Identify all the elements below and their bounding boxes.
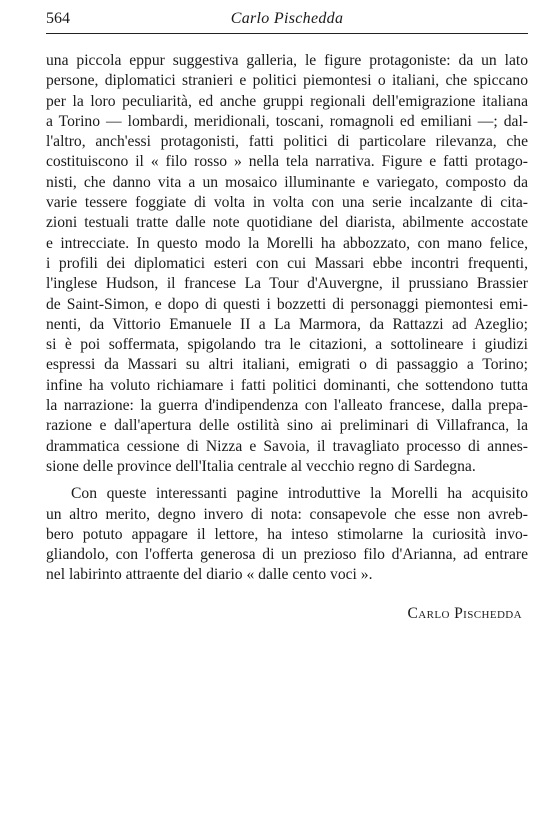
text-line: si è poi soffermata, spigolando tra le citazioni, a sottolineare i giudizi <box>46 336 528 354</box>
paragraph <box>46 51 528 477</box>
text-line: una piccola eppur suggestiva galleria, le figure protagoniste: da un lato <box>46 52 528 69</box>
text-line: nel labirinto attraente del diario « dalle cento voci ». <box>46 566 373 584</box>
text-line: la narrazione: la guerra d'indipendenza con l'alleato francese, dalla prepa- <box>46 397 528 415</box>
page-number: 564 <box>46 10 70 27</box>
text-line: persone, diplomatici stranieri e politici piemontesi o italiani, che spiccano <box>46 72 528 90</box>
text-line: i profili dei diplomatici esteri con cui Massari ebbe incontri frequenti, <box>46 254 528 272</box>
text-line: sione delle province dell'Italia centrale al vecchio regno di Sardegna. <box>46 457 476 475</box>
text-line: Con queste interessanti pagine introduttive la Morelli ha acquisito <box>71 485 528 503</box>
running-title: Carlo Pischedda <box>230 10 344 27</box>
text-line: a Torino — lombardi, meridionali, toscani, romagnoli ed emiliani —; dal- <box>46 112 528 130</box>
text-line: de Saint-Simon, e dopo di questi i bozzetti di personaggi piemontesi emi- <box>46 295 528 313</box>
text-line: razione e dall'apertura delle ostilità sino ai preliminari di Villafranca, la <box>46 417 528 435</box>
text-line: l'inglese Hudson, il francese La Tour d'Auvergne, il prussiano Brassier <box>46 275 528 293</box>
text-line: e intrecciate. In questo modo la Morelli ha abbozzato, con mano felice, <box>46 234 528 252</box>
text-line: costituiscono il « filo rosso » nella tela narrativa. Figure e fatti protago- <box>46 153 528 171</box>
text-line: drammatica cessione di Nizza e Savoia, il travagliato processo di annes- <box>46 437 528 455</box>
running-head <box>46 8 528 30</box>
body-text <box>46 51 528 586</box>
paragraph <box>46 484 528 585</box>
text-line: l'altro, anch'essi protagonisti, fatti politici di particolare rilevanza, che <box>46 133 528 151</box>
text-line: varie tessere foggiate di volta in volta con una serie incalzante di cita- <box>46 194 528 212</box>
text-line: bero potuto appagare il lettore, ha inteso stimolarne la curiosità invo- <box>46 525 528 543</box>
text-line: gliandolo, con l'offerta generosa di un prezioso filo d'Arianna, ad entrare <box>46 546 528 564</box>
text-line: espressi da Massari su altri italiani, emigrati o di passaggio a Torino; <box>46 356 528 374</box>
header-rule <box>46 33 528 34</box>
book-page <box>46 8 528 623</box>
text-line: per la loro peculiarità, ed anche gruppi regionali dell'emigrazione italiana <box>46 92 528 110</box>
text-line: infine ha voluto richiamare i fatti politici dominanti, che sottendono tutta <box>46 376 528 394</box>
text-line: nisti, che danno vita a un mosaico illuminante e variegato, composto da <box>46 173 528 191</box>
text-line: un altro merito, degno invero di nota: consapevole che esse non avreb- <box>46 505 528 523</box>
text-line: zioni testuali tratte dalle note quotidiane del diarista, abilmente accostate <box>46 214 528 232</box>
author-signature: Carlo Pischedda <box>407 604 522 622</box>
paragraph-gap <box>46 477 528 484</box>
text-line: nenti, da Vittorio Emanuele II a La Marmora, da Rattazzi ad Azeglio; <box>46 315 528 333</box>
